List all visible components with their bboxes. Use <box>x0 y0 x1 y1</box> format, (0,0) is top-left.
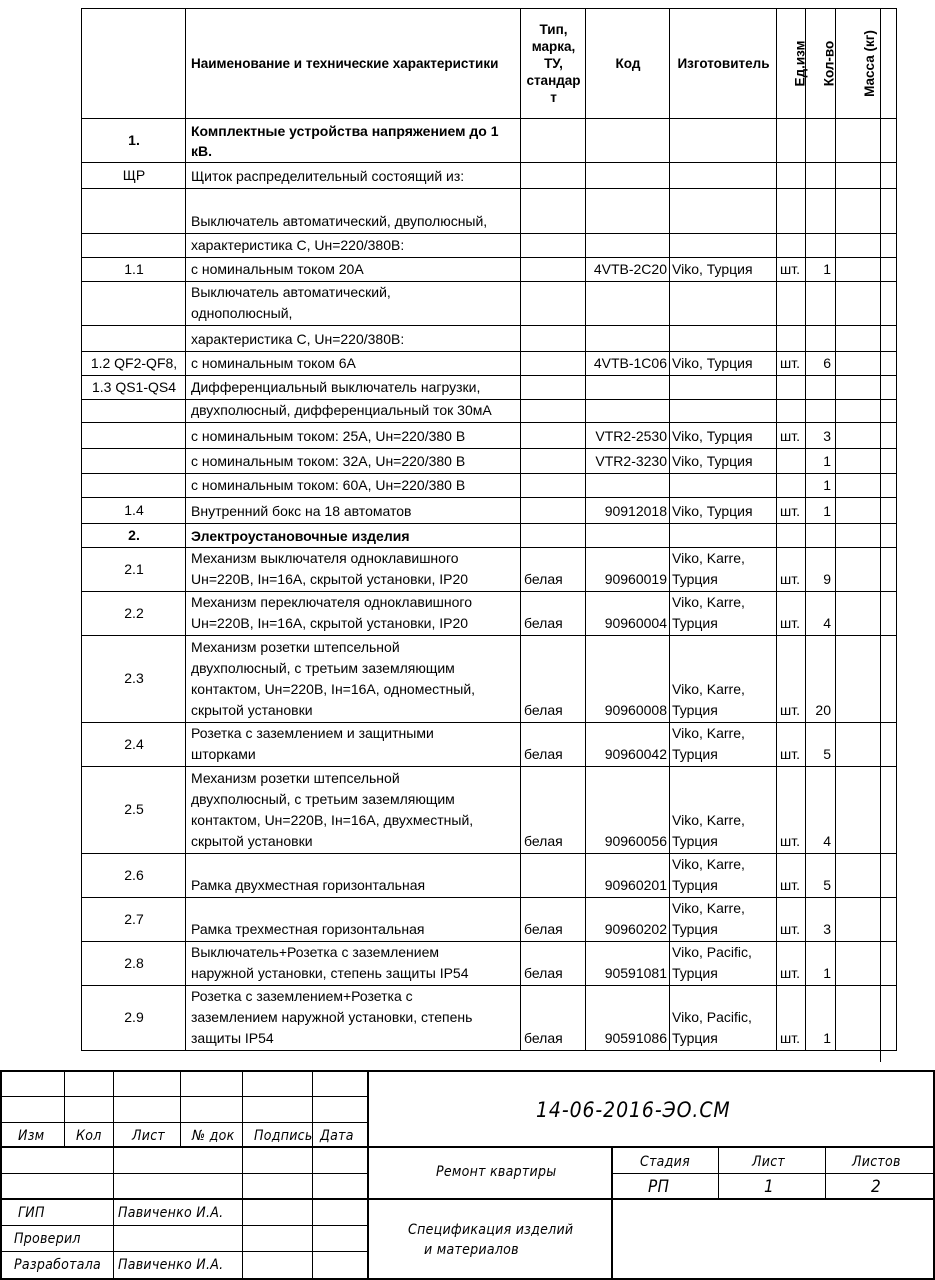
stage-value: РП <box>648 1177 670 1197</box>
row-unit <box>777 376 806 400</box>
row-manufacturer: Viko, Pacific, Турция <box>670 986 777 1051</box>
row-type: белая <box>521 636 586 723</box>
row-mass <box>836 474 881 498</box>
row-position: 1. <box>82 119 186 163</box>
row-name: Выключатель+Розетка с заземлением наружной установки, степень защиты IP54 <box>186 942 521 986</box>
stamp-vline <box>113 1070 114 1280</box>
row-code: 90591086 <box>586 986 670 1051</box>
row-mass <box>836 163 881 189</box>
row-code <box>586 524 670 548</box>
row-note <box>881 189 897 234</box>
row-quantity: 1 <box>806 942 836 986</box>
row-name: Механизм розетки штепсельной двухполюсный, с третьим заземляющим контактом, Uн=220В, Iн=16А, одноместный, скрытой установки <box>186 636 521 723</box>
row-code: 90591081 <box>586 942 670 986</box>
row-quantity <box>806 400 836 423</box>
row-name: Механизм розетки штепсельной двухполюсный, с третьим заземляющим контактом, Uн=220В, Iн=16А, двухместный, скрытой установки <box>186 767 521 854</box>
stamp-label-date: Дата <box>320 1128 354 1144</box>
row-code: VTR2-2530 <box>586 423 670 449</box>
row-code: 90960004 <box>586 592 670 636</box>
row-name: Электроустановочные изделия <box>186 524 521 548</box>
row-position <box>82 234 186 258</box>
row-quantity: 3 <box>806 423 836 449</box>
row-unit: шт. <box>777 258 806 282</box>
row-mass <box>836 326 881 352</box>
row-note <box>881 898 897 942</box>
row-position: 1.2 QF2-QF8, <box>82 352 186 376</box>
row-type: белая <box>521 723 586 767</box>
stamp-vline <box>718 1146 719 1200</box>
table-header-row <box>82 9 897 119</box>
row-position: 2.6 <box>82 854 186 898</box>
header-position <box>82 9 186 119</box>
sheets-label: Листов <box>852 1154 901 1170</box>
row-manufacturer: Viko, Pacific, Турция <box>670 942 777 986</box>
row-manufacturer: Viko, Турция <box>670 449 777 474</box>
project-title: Ремонт квартиры <box>436 1164 557 1180</box>
row-position: 2.7 <box>82 898 186 942</box>
row-note <box>881 942 897 986</box>
row-note <box>881 498 897 524</box>
row-mass <box>836 258 881 282</box>
row-note <box>881 636 897 723</box>
row-name: Механизм переключателя одноклавишного Uн=220В, Iн=16А, скрытой установки, IP20 <box>186 592 521 636</box>
stamp-hline <box>612 1173 935 1174</box>
row-note <box>881 326 897 352</box>
row-note <box>881 352 897 376</box>
row-name: с номинальным током 20А <box>186 258 521 282</box>
row-unit <box>777 189 806 234</box>
row-name: Механизм выключателя одноклавишного Uн=220В, Iн=16А, скрытой установки, IP20 <box>186 548 521 592</box>
row-note <box>881 854 897 898</box>
row-manufacturer: Viko, Karre, Турция <box>670 592 777 636</box>
row-quantity: 1 <box>806 474 836 498</box>
row-name: Комплектные устройства напряжением до 1 кВ. <box>186 119 521 163</box>
sheets-value: 2 <box>871 1177 882 1197</box>
row-note <box>881 234 897 258</box>
row-type <box>521 854 586 898</box>
role-developed: Разработала <box>14 1257 102 1273</box>
row-unit: шт. <box>777 767 806 854</box>
row-type <box>521 352 586 376</box>
row-note <box>881 282 897 326</box>
row-type: белая <box>521 767 586 854</box>
row-position: 1.4 <box>82 498 186 524</box>
table-row <box>82 898 897 942</box>
row-type <box>521 189 586 234</box>
row-note <box>881 524 897 548</box>
table-row <box>82 449 897 474</box>
table-right-border <box>880 8 881 1062</box>
row-code: 90960056 <box>586 767 670 854</box>
row-position <box>82 423 186 449</box>
row-mass <box>836 282 881 326</box>
row-note <box>881 592 897 636</box>
row-type: белая <box>521 942 586 986</box>
row-code <box>586 400 670 423</box>
row-name: с номинальным током: 60А, Uн=220/380 В <box>186 474 521 498</box>
row-note <box>881 400 897 423</box>
row-position: 2.5 <box>82 767 186 854</box>
row-manufacturer <box>670 163 777 189</box>
row-quantity: 5 <box>806 723 836 767</box>
table-row <box>82 352 897 376</box>
row-manufacturer: Viko, Karre, Турция <box>670 636 777 723</box>
row-mass <box>836 854 881 898</box>
row-manufacturer <box>670 234 777 258</box>
stamp-left-border <box>0 1070 2 1280</box>
row-type <box>521 400 586 423</box>
row-position <box>82 449 186 474</box>
row-name: характеристика С, Uн=220/380В: <box>186 326 521 352</box>
role-gip: ГИП <box>18 1205 45 1221</box>
row-name: характеристика С, Uн=220/380В: <box>186 234 521 258</box>
table-row <box>82 524 897 548</box>
row-unit <box>777 474 806 498</box>
row-name: Розетка с заземлением и защитными шторками <box>186 723 521 767</box>
sheet-label: Лист <box>752 1154 786 1170</box>
row-code <box>586 282 670 326</box>
row-code: 90960019 <box>586 548 670 592</box>
row-unit: шт. <box>777 498 806 524</box>
row-note <box>881 449 897 474</box>
stamp-vline <box>312 1070 313 1280</box>
row-mass <box>836 352 881 376</box>
row-manufacturer <box>670 189 777 234</box>
stage-label: Стадия <box>640 1154 690 1170</box>
row-name: Дифференциальный выключатель нагрузки, <box>186 376 521 400</box>
header-unit <box>777 9 806 119</box>
row-manufacturer: Viko, Karre, Турция <box>670 723 777 767</box>
stamp-label-sign: Подпись <box>254 1128 313 1144</box>
row-mass <box>836 592 881 636</box>
row-type <box>521 376 586 400</box>
row-code: 4VTB-2C20 <box>586 258 670 282</box>
header-mass <box>836 9 881 119</box>
header-unit-label: Ед.изм <box>792 40 808 87</box>
row-unit: шт. <box>777 723 806 767</box>
row-code: 4VTB-1C06 <box>586 352 670 376</box>
sheet-title-line2: и материалов <box>424 1242 519 1258</box>
row-unit: шт. <box>777 592 806 636</box>
row-note <box>881 723 897 767</box>
row-quantity <box>806 163 836 189</box>
row-code <box>586 234 670 258</box>
row-mass <box>836 423 881 449</box>
table-row <box>82 942 897 986</box>
row-unit <box>777 119 806 163</box>
table-row <box>82 400 897 423</box>
row-quantity: 4 <box>806 767 836 854</box>
row-note <box>881 423 897 449</box>
table-row <box>82 498 897 524</box>
row-code <box>586 163 670 189</box>
row-code <box>586 326 670 352</box>
row-name: Рамка трехместная горизонтальная <box>186 898 521 942</box>
header-type <box>521 9 586 119</box>
row-code: 90960008 <box>586 636 670 723</box>
stamp-hline <box>0 1146 935 1148</box>
row-mass <box>836 767 881 854</box>
row-mass <box>836 636 881 723</box>
row-mass <box>836 548 881 592</box>
row-unit <box>777 449 806 474</box>
row-position <box>82 189 186 234</box>
table-row <box>82 376 897 400</box>
row-name: Щиток распределительный состоящий из: <box>186 163 521 189</box>
row-quantity: 6 <box>806 352 836 376</box>
row-mass <box>836 986 881 1051</box>
row-mass <box>836 898 881 942</box>
row-name: двухполюсный, дифференциальный ток 30мА <box>186 400 521 423</box>
row-code <box>586 119 670 163</box>
row-unit: шт. <box>777 548 806 592</box>
row-manufacturer <box>670 400 777 423</box>
row-unit <box>777 163 806 189</box>
row-type: белая <box>521 986 586 1051</box>
row-quantity: 1 <box>806 498 836 524</box>
stamp-hline <box>0 1198 935 1200</box>
row-type <box>521 423 586 449</box>
row-mass <box>836 376 881 400</box>
row-manufacturer <box>670 282 777 326</box>
row-code <box>586 474 670 498</box>
row-quantity <box>806 234 836 258</box>
row-position: 2. <box>82 524 186 548</box>
row-note <box>881 376 897 400</box>
row-unit <box>777 524 806 548</box>
row-type: белая <box>521 592 586 636</box>
header-note <box>881 9 897 119</box>
row-unit: шт. <box>777 423 806 449</box>
row-quantity <box>806 524 836 548</box>
row-unit: шт. <box>777 352 806 376</box>
sheet-value: 1 <box>764 1177 775 1197</box>
stamp-vline <box>180 1070 181 1148</box>
row-unit: шт. <box>777 986 806 1051</box>
row-position <box>82 400 186 423</box>
row-quantity <box>806 326 836 352</box>
table-row <box>82 592 897 636</box>
header-name: Наименование и технические характеристики <box>186 9 521 119</box>
row-code: 90960042 <box>586 723 670 767</box>
stamp-vline <box>825 1146 826 1200</box>
row-manufacturer: Viko, Турция <box>670 498 777 524</box>
row-manufacturer: Viko, Турция <box>670 258 777 282</box>
table-row <box>82 423 897 449</box>
row-mass <box>836 524 881 548</box>
row-code <box>586 376 670 400</box>
document-code: 14-06-2016-ЭО.СМ <box>536 1098 731 1122</box>
row-quantity: 1 <box>806 986 836 1051</box>
row-note <box>881 548 897 592</box>
row-name: Внутренний бокс на 18 автоматов <box>186 498 521 524</box>
row-mass <box>836 723 881 767</box>
row-position: 1.3 QS1-QS4 <box>82 376 186 400</box>
row-note <box>881 986 897 1051</box>
row-note <box>881 767 897 854</box>
table-row <box>82 163 897 189</box>
row-code: 90912018 <box>586 498 670 524</box>
table-row <box>82 234 897 258</box>
row-position: 2.3 <box>82 636 186 723</box>
header-quantity <box>806 9 836 119</box>
table-row <box>82 854 897 898</box>
header-code: Код <box>586 9 670 119</box>
row-name: Выключатель автоматический, однополюсный, <box>186 282 521 326</box>
header-quantity-label: Кол-во <box>821 40 837 87</box>
row-type <box>521 163 586 189</box>
row-mass <box>836 234 881 258</box>
row-note <box>881 474 897 498</box>
row-quantity: 9 <box>806 548 836 592</box>
row-mass <box>836 942 881 986</box>
table-row <box>82 474 897 498</box>
row-position: 1.1 <box>82 258 186 282</box>
row-manufacturer: Viko, Турция <box>670 423 777 449</box>
row-name: с номинальным током: 25А, Uн=220/380 В <box>186 423 521 449</box>
row-unit <box>777 326 806 352</box>
row-manufacturer: Viko, Турция <box>670 352 777 376</box>
row-quantity <box>806 282 836 326</box>
row-position: ЩР <box>82 163 186 189</box>
row-type: белая <box>521 548 586 592</box>
row-name: Выключатель автоматический, двуполюсный, <box>186 189 521 234</box>
row-mass <box>836 400 881 423</box>
row-manufacturer: Viko, Karre, Турция <box>670 898 777 942</box>
row-manufacturer: Viko, Karre, Турция <box>670 854 777 898</box>
stamp-label-doc: № док <box>192 1128 235 1144</box>
row-type <box>521 524 586 548</box>
row-code: 90960202 <box>586 898 670 942</box>
row-quantity: 1 <box>806 258 836 282</box>
header-manufacturer: Изготовитель <box>670 9 777 119</box>
row-type <box>521 258 586 282</box>
table-row <box>82 258 897 282</box>
row-position: 2.2 <box>82 592 186 636</box>
row-code <box>586 189 670 234</box>
row-quantity: 20 <box>806 636 836 723</box>
row-type <box>521 234 586 258</box>
table-row <box>82 282 897 326</box>
row-name: Розетка с заземлением+Розетка с заземлением наружной установки, степень защиты IP54 <box>186 986 521 1051</box>
stamp-vline <box>367 1070 369 1280</box>
row-quantity: 4 <box>806 592 836 636</box>
row-unit: шт. <box>777 898 806 942</box>
row-mass <box>836 449 881 474</box>
row-type: белая <box>521 898 586 942</box>
row-unit: шт. <box>777 942 806 986</box>
row-position: 2.4 <box>82 723 186 767</box>
row-mass <box>836 498 881 524</box>
specification-table <box>81 8 897 1051</box>
stamp-label-kol: Кол <box>76 1128 102 1144</box>
row-position: 2.1 <box>82 548 186 592</box>
row-type <box>521 449 586 474</box>
stamp-label-izm: Изм <box>18 1128 45 1144</box>
row-position <box>82 282 186 326</box>
row-manufacturer: Viko, Karre, Турция <box>670 548 777 592</box>
stamp-vline <box>611 1146 613 1280</box>
row-position: 2.8 <box>82 942 186 986</box>
row-name: с номинальным током 6А <box>186 352 521 376</box>
row-quantity: 1 <box>806 449 836 474</box>
row-mass <box>836 189 881 234</box>
row-type <box>521 474 586 498</box>
row-quantity: 5 <box>806 854 836 898</box>
row-type <box>521 498 586 524</box>
role-checked: Проверил <box>14 1231 81 1247</box>
role-developed-name: Павиченко И.А. <box>118 1257 224 1273</box>
header-mass-label: Масса (кг) <box>861 30 877 97</box>
row-type <box>521 326 586 352</box>
row-name: Рамка двухместная горизонтальная <box>186 854 521 898</box>
table-row <box>82 548 897 592</box>
stamp-vline <box>64 1070 65 1148</box>
row-position <box>82 326 186 352</box>
row-manufacturer: Viko, Karre, Турция <box>670 767 777 854</box>
row-note <box>881 163 897 189</box>
stamp-top-border <box>0 1070 935 1072</box>
row-unit: шт. <box>777 636 806 723</box>
header-type-label: Тип, марка, ТУ, стандар т <box>526 21 581 105</box>
row-note <box>881 119 897 163</box>
row-unit <box>777 400 806 423</box>
table-row <box>82 326 897 352</box>
row-quantity <box>806 376 836 400</box>
table-body <box>82 119 897 1051</box>
row-quantity: 3 <box>806 898 836 942</box>
table-row <box>82 119 897 163</box>
stamp-label-list: Лист <box>132 1128 166 1144</box>
stamp-vline <box>242 1070 243 1280</box>
row-unit: шт. <box>777 854 806 898</box>
row-quantity <box>806 189 836 234</box>
row-manufacturer <box>670 474 777 498</box>
table-row <box>82 636 897 723</box>
table-row <box>82 767 897 854</box>
sheet-title-line1: Спецификация изделий <box>408 1222 574 1238</box>
row-manufacturer <box>670 524 777 548</box>
row-code: 90960201 <box>586 854 670 898</box>
row-type <box>521 282 586 326</box>
row-manufacturer <box>670 376 777 400</box>
row-name: с номинальным током: 32А, Uн=220/380 В <box>186 449 521 474</box>
table-row <box>82 189 897 234</box>
row-unit <box>777 282 806 326</box>
title-block <box>0 1070 935 1280</box>
row-manufacturer <box>670 326 777 352</box>
table-row <box>82 723 897 767</box>
row-mass <box>836 119 881 163</box>
row-position <box>82 474 186 498</box>
row-quantity <box>806 119 836 163</box>
row-manufacturer <box>670 119 777 163</box>
row-note <box>881 258 897 282</box>
row-unit <box>777 234 806 258</box>
row-code: VTR2-3230 <box>586 449 670 474</box>
table-row <box>82 986 897 1051</box>
row-position: 2.9 <box>82 986 186 1051</box>
row-type <box>521 119 586 163</box>
role-gip-name: Павиченко И.А. <box>118 1205 224 1221</box>
